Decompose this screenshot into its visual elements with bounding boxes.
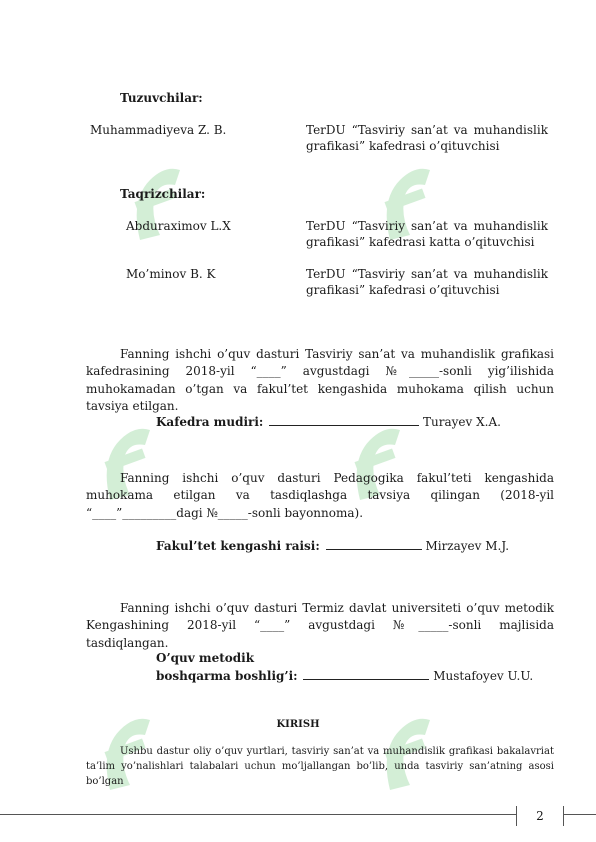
signature-line bbox=[303, 679, 429, 680]
signature-label: boshqarma boshlig’i: bbox=[156, 669, 298, 683]
signature-line bbox=[326, 549, 422, 550]
footer-rule bbox=[0, 814, 596, 815]
reviewers-heading: Taqrizchilar: bbox=[120, 187, 206, 201]
signature-department-head bbox=[156, 414, 501, 430]
signature-label: Kafedra mudiri: bbox=[156, 415, 264, 429]
intro-paragraph: Ushbu dastur oliy o’quv yurtlari, tasviriy san’at va muhandislik grafikasi bakalavriat ta’lim yo’nalishlari talabalari uchun mo’ljallangan bo’lib, unda tasviriy san’atning asosi bo’lgan bbox=[86, 746, 554, 787]
reviewer-position: TerDU “Tasviriy san’at va muhandislik grafikasi” kafedrasi katta o’qituvchisi bbox=[306, 219, 548, 250]
signature-line bbox=[269, 425, 419, 426]
reviewer-name: Abduraximov L.X bbox=[126, 219, 231, 233]
compiler-name: Muhammadiyeva Z. B. bbox=[90, 123, 227, 137]
signature-label: Fakul’tet kengashi raisi: bbox=[156, 539, 320, 553]
approval-paragraph-council: Fanning ishchi o’quv dasturi Termiz davlat universiteti o’quv metodik Kengashining 2018-yil “____” avgustdagi №_____-sonli majlisida tasdiqlangan. bbox=[86, 601, 554, 650]
signature-name: Mirzayev M.J. bbox=[425, 539, 510, 553]
page-number: 2 bbox=[516, 806, 564, 826]
signature-name: Mustafoyev U.U. bbox=[433, 669, 534, 683]
compilers-heading: Tuzuvchilar: bbox=[120, 91, 203, 105]
approval-paragraph-faculty: Fanning ishchi o’quv dasturi Pedagogika fakul’teti kengashida muhokama etilgan va tasdiqlashga tavsiya qilingan (2018-yil “____”_________dagi №_____-sonli bayonnoma). bbox=[86, 471, 554, 520]
reviewer-position: TerDU “Tasviriy san’at va muhandislik grafikasi” kafedrasi o’qituvchisi bbox=[306, 267, 548, 298]
signature-faculty-chair bbox=[156, 538, 509, 554]
compiler-position: TerDU “Tasviriy san’at va muhandislik grafikasi” kafedrasi o’qituvchisi bbox=[306, 123, 548, 154]
signature-label-line1: O’quv metodik bbox=[156, 651, 255, 665]
reviewer-name: Mo’minov B. K bbox=[126, 267, 216, 281]
approval-paragraph-department: Fanning ishchi o’quv dasturi Tasviriy san’at va muhandislik grafikasi kafedrasining 2018-yil “____” avgustdagi №_____-sonli yig’ilishida muhokamadan o’tgan va fakul’tet kengashida muhokama qilish uchun tavsiya etilgan. bbox=[86, 347, 554, 414]
signature-name: Turayev X.A. bbox=[423, 415, 501, 429]
intro-heading: KIRISH bbox=[276, 719, 320, 730]
signature-method-head bbox=[156, 668, 533, 684]
